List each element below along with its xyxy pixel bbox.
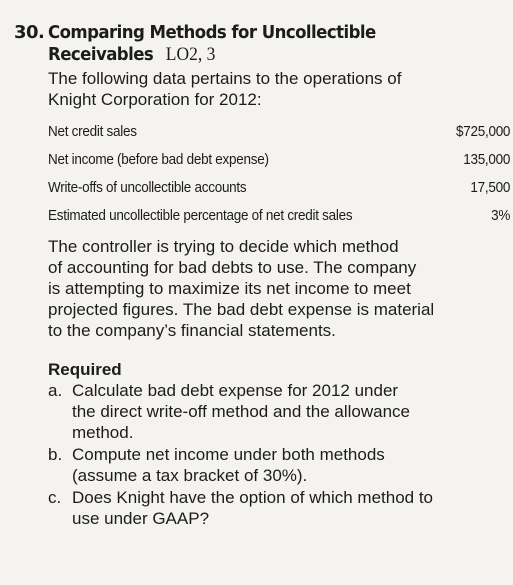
problem-title-line-2-text: Receivables — [48, 44, 154, 65]
data-row-net-income — [48, 146, 510, 174]
required-item-letter: c. — [48, 488, 62, 507]
required-item-a — [48, 380, 495, 443]
required-heading: Required — [48, 360, 122, 379]
required-item-text — [72, 444, 482, 486]
data-label: Net income (before bad debt expense) — [48, 151, 269, 168]
data-row-uncollectible-percentage — [48, 202, 510, 230]
required-item-line: Compute net income under both methods — [72, 445, 385, 464]
data-value: $725,000 — [455, 123, 510, 140]
problem-header — [14, 22, 495, 66]
data-label: Write-offs of uncollectible accounts — [48, 179, 247, 196]
required-item-text — [72, 380, 482, 443]
required-item-line: Calculate bad debt expense for 2012 under — [72, 381, 399, 400]
paragraph-line-1: The controller is trying to decide which method — [48, 237, 399, 256]
required-item-b — [48, 444, 495, 486]
data-table — [48, 118, 510, 230]
paragraph-line-4: projected figures. The bad debt expense is material — [48, 300, 435, 319]
data-value: 17,500 — [470, 179, 510, 196]
required-item-line: (assume a tax bracket of 30%). — [72, 466, 308, 485]
data-row-net-credit-sales — [48, 118, 510, 146]
problem-title-line-1: Comparing Methods for Uncollectible — [48, 22, 376, 43]
required-item-letter: a. — [48, 381, 63, 400]
problem-title-line-2 — [48, 44, 376, 66]
data-label: Net credit sales — [48, 123, 137, 140]
intro-text — [48, 68, 495, 110]
scenario-paragraph — [48, 236, 498, 341]
required-item-line: Does Knight have the option of which method to — [72, 488, 434, 507]
required-list — [48, 380, 495, 529]
required-item-line: use under GAAP? — [72, 509, 210, 528]
problem-number: 30. — [14, 22, 45, 43]
required-item-c — [48, 487, 495, 529]
intro-line-2: Knight Corporation for 2012: — [48, 90, 262, 109]
paragraph-line-2: of accounting for bad debts to use. The company — [48, 258, 417, 277]
required-item-line: method. — [72, 423, 134, 442]
paragraph-line-5: to the company’s financial statements. — [48, 321, 336, 340]
required-item-letter: b. — [48, 445, 63, 464]
required-item-text — [72, 487, 482, 529]
data-row-write-offs — [48, 174, 510, 202]
data-value: 135,000 — [463, 151, 510, 168]
intro-line-1: The following data pertains to the operations of — [48, 69, 402, 88]
problem-title-block — [48, 22, 404, 66]
data-label: Estimated uncollectible percentage of net credit sales — [48, 207, 353, 224]
paragraph-line-3: is attempting to maximize its net income to meet — [48, 279, 411, 298]
learning-objectives: LO2, 3 — [165, 44, 216, 65]
data-value: 3% — [491, 207, 510, 224]
required-item-line: the direct write-off method and the allowance — [72, 402, 410, 421]
